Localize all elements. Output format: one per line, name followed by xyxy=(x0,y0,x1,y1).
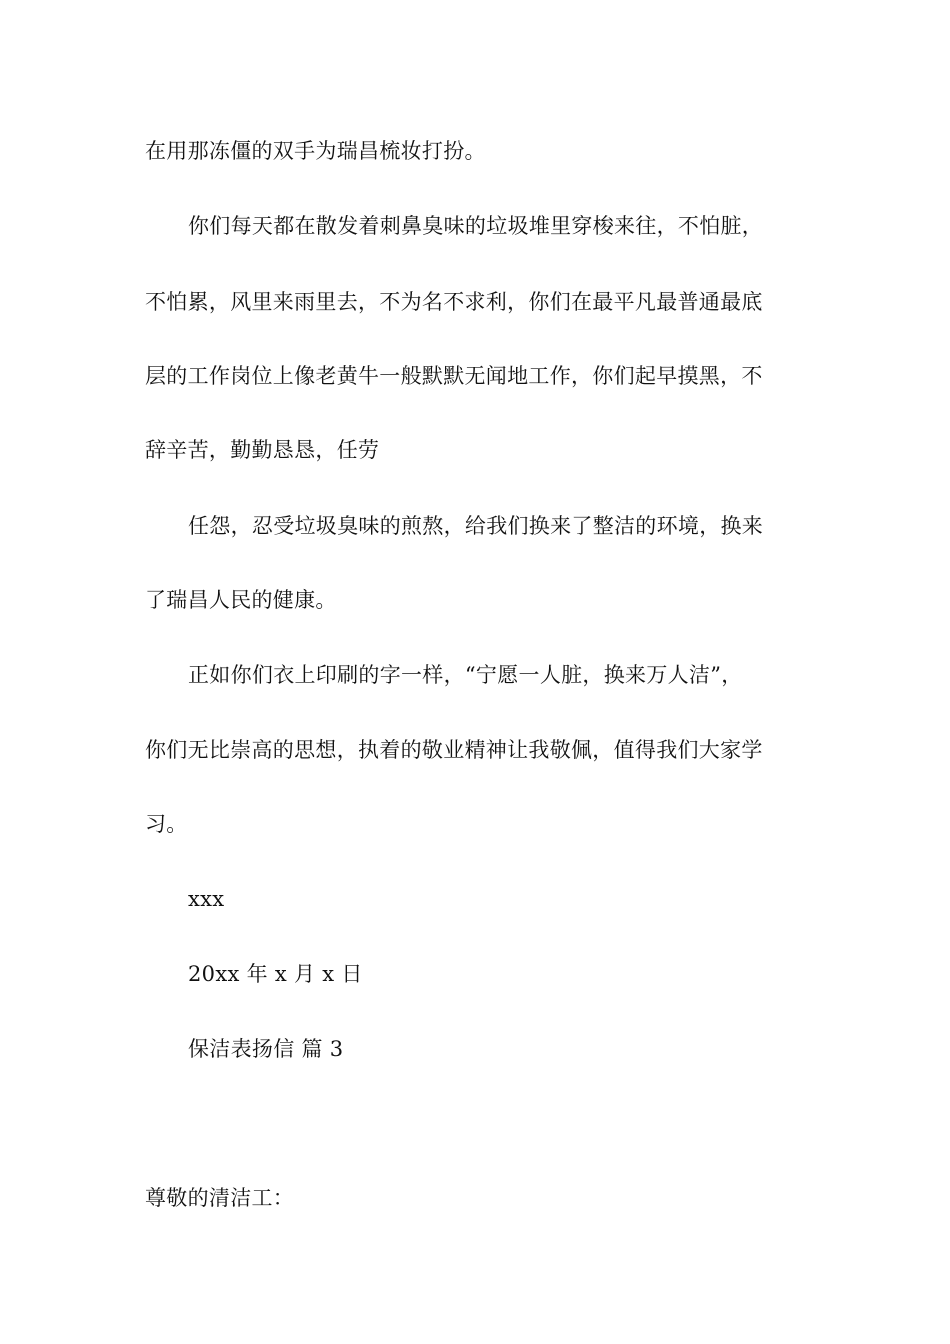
paragraph-line: 层的工作岗位上像老黄牛一般默默无闻地工作，你们起早摸黑，不 xyxy=(145,364,763,388)
paragraph-line: 不怕累，风里来雨里去，不为名不求利，你们在最平凡最普通最底 xyxy=(145,290,763,314)
paragraph-line: 任怨，忍受垃圾臭味的煎熬，给我们换来了整洁的环境，换来 xyxy=(188,514,764,538)
signature-name: xxx xyxy=(188,887,225,911)
paragraph-line: 习。 xyxy=(145,812,188,836)
paragraph-line: 在用那冻僵的双手为瑞昌梳妆打扮。 xyxy=(145,139,486,163)
signature-date: 20xx 年 x 月 x 日 xyxy=(188,962,363,986)
paragraph-line: 正如你们衣上印刷的字一样，“宁愿一人脏，换来万人洁”， xyxy=(188,663,743,687)
paragraph-line: 辞辛苦，勤勤恳恳，任劳 xyxy=(145,438,380,462)
paragraph-line: 你们无比崇高的思想，执着的敬业精神让我敬佩，值得我们大家学 xyxy=(145,738,763,762)
paragraph-line: 了瑞昌人民的健康。 xyxy=(145,588,337,612)
section-heading: 保洁表扬信 篇 3 xyxy=(188,1037,344,1061)
paragraph-line: 你们每天都在散发着刺鼻臭味的垃圾堆里穿梭来往，不怕脏， xyxy=(188,214,764,238)
salutation: 尊敬的清洁工： xyxy=(145,1186,295,1210)
